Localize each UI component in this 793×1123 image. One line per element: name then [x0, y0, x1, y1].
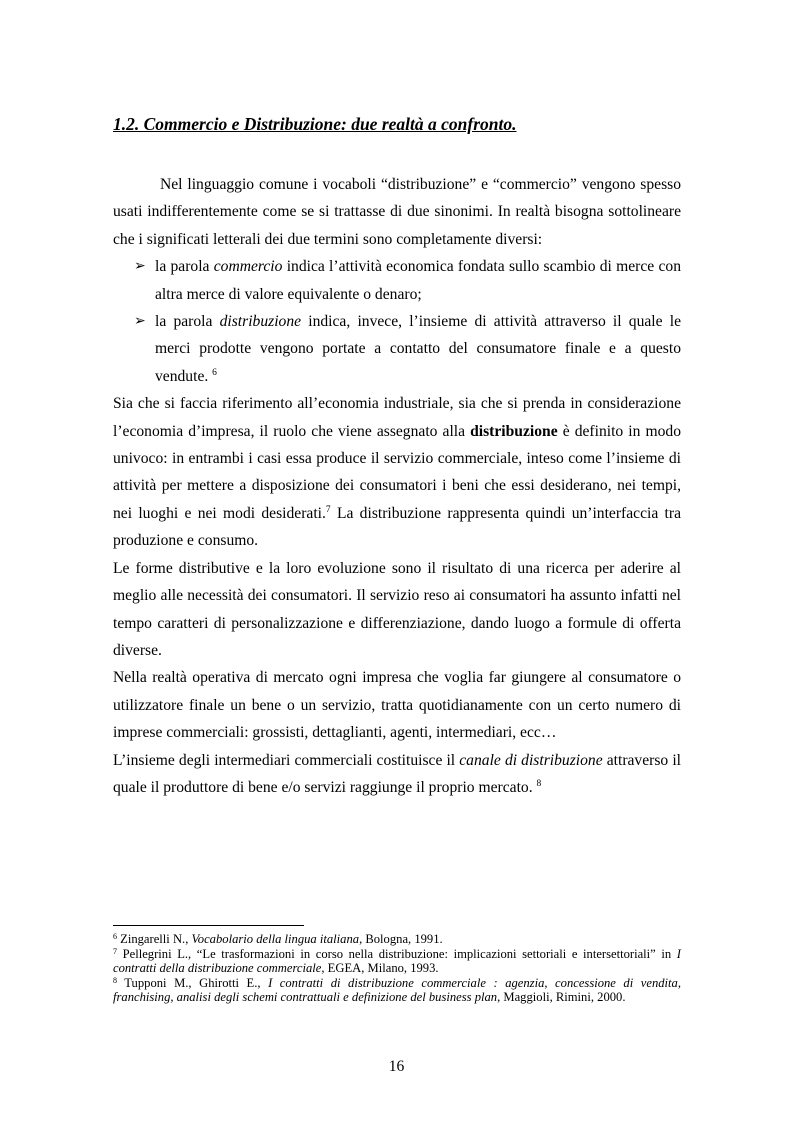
footnote-separator [113, 925, 304, 926]
footnote-ref-7: 7 [325, 504, 331, 515]
term-commercio: commercio [213, 258, 283, 276]
arrow-bullet-icon: ➢ [134, 313, 146, 330]
arrow-bullet-icon: ➢ [134, 258, 146, 275]
footnote-8: $^8$ Tupponi M., Ghirotti E., I contratti di distribuzione commerciale : agenzia, concessione di vendita, franchising, analisi degli schemi contrattuali e definizione del business plan, Maggioli, Rimini, 2000. [113, 975, 681, 1005]
footnote-ref-8: 8 [536, 778, 542, 789]
italic-canale: canale di distribuzione [459, 751, 603, 769]
section-heading: 1.2. Commercio e Distribuzione: due realtà a confronto. [113, 114, 517, 134]
footnote-6: $^6$ Zingarelli N., Vocabolario della lingua italiana, Bologna, 1991. [113, 932, 443, 946]
paragraph-role-distribution: Sia che si faccia riferimento all’economia industriale, sia che si prenda in considerazione l’economia d’impresa, il ruolo che viene assegnato alla distribuzione è definito in modo univoco: in entrambi i casi essa produce il servizio commerciale, inteso come l’insieme di attività per mettere a disposizione dei consumatori i beni che essi desiderano, nei tempi, nei luoghi e nei modi desiderati.$^7$ La distribuzione rappresenta quindi un’interfaccia tra produzione e consumo. [113, 395, 681, 550]
paragraph-distribution-channel: L’insieme degli intermediari commerciali costituisce il canale di distribuzione attraverso il quale il produttore di bene e/o servizi raggiunge il proprio mercato. $^8$ [113, 751, 681, 796]
footnote-ref-6: 6 [212, 367, 217, 378]
paragraph-market-reality: Nella realtà operativa di mercato ogni impresa che voglia far giungere al consumatore o utilizzatore finale un bene o un servizio, tratta quotidianamente con un certo numero di imprese commerciali: grossisti, dettaglianti, agenti, intermediari, ecc… [113, 669, 681, 742]
bold-distribuzione: distribuzione [470, 422, 558, 440]
body-text [113, 171, 681, 801]
bullet-distribuzione: ➢ la parola distribuzione indica, invece, l’insieme di attività attraverso il quale le merci prodotte vengono portate a contatto del consumatore finale e a questo vendute. $^6$ [113, 308, 681, 390]
paragraph-distributive-forms: Le forme distributive e la loro evoluzione sono il risultato di una ricerca per aderire al meglio alle necessità dei consumatori. Il servizio reso ai consumatori ha assunto infatti nel tempo caratteri di personalizzazione e differenziazione, dando luogo a formule di offerta diverse. [113, 559, 681, 659]
bullet-commercio: ➢ la parola commercio indica l’attività economica fondata sullo scambio di merce con altra merce di valore equivalente o denaro; [113, 253, 681, 308]
footnote-7: $^7$ Pellegrini L., “Le trasformazioni in corso nella distribuzione: implicazioni settoriali e intersettoriali” in I contratti della distribuzione commerciale, EGEA, Milano, 1993. [113, 946, 681, 976]
page-number: 16 [388, 1058, 405, 1075]
definition-list [113, 253, 681, 390]
intro-paragraph: Nel linguaggio comune i vocaboli “distribuzione” e “commercio” vengono spesso usati indifferentemente come se si trattasse di due sinonimi. In realtà bisogna sottolineare che i significati letterali dei due termini sono completamente diversi: [113, 176, 681, 248]
term-distribuzione: distribuzione [219, 313, 302, 331]
footnotes [113, 932, 681, 1005]
